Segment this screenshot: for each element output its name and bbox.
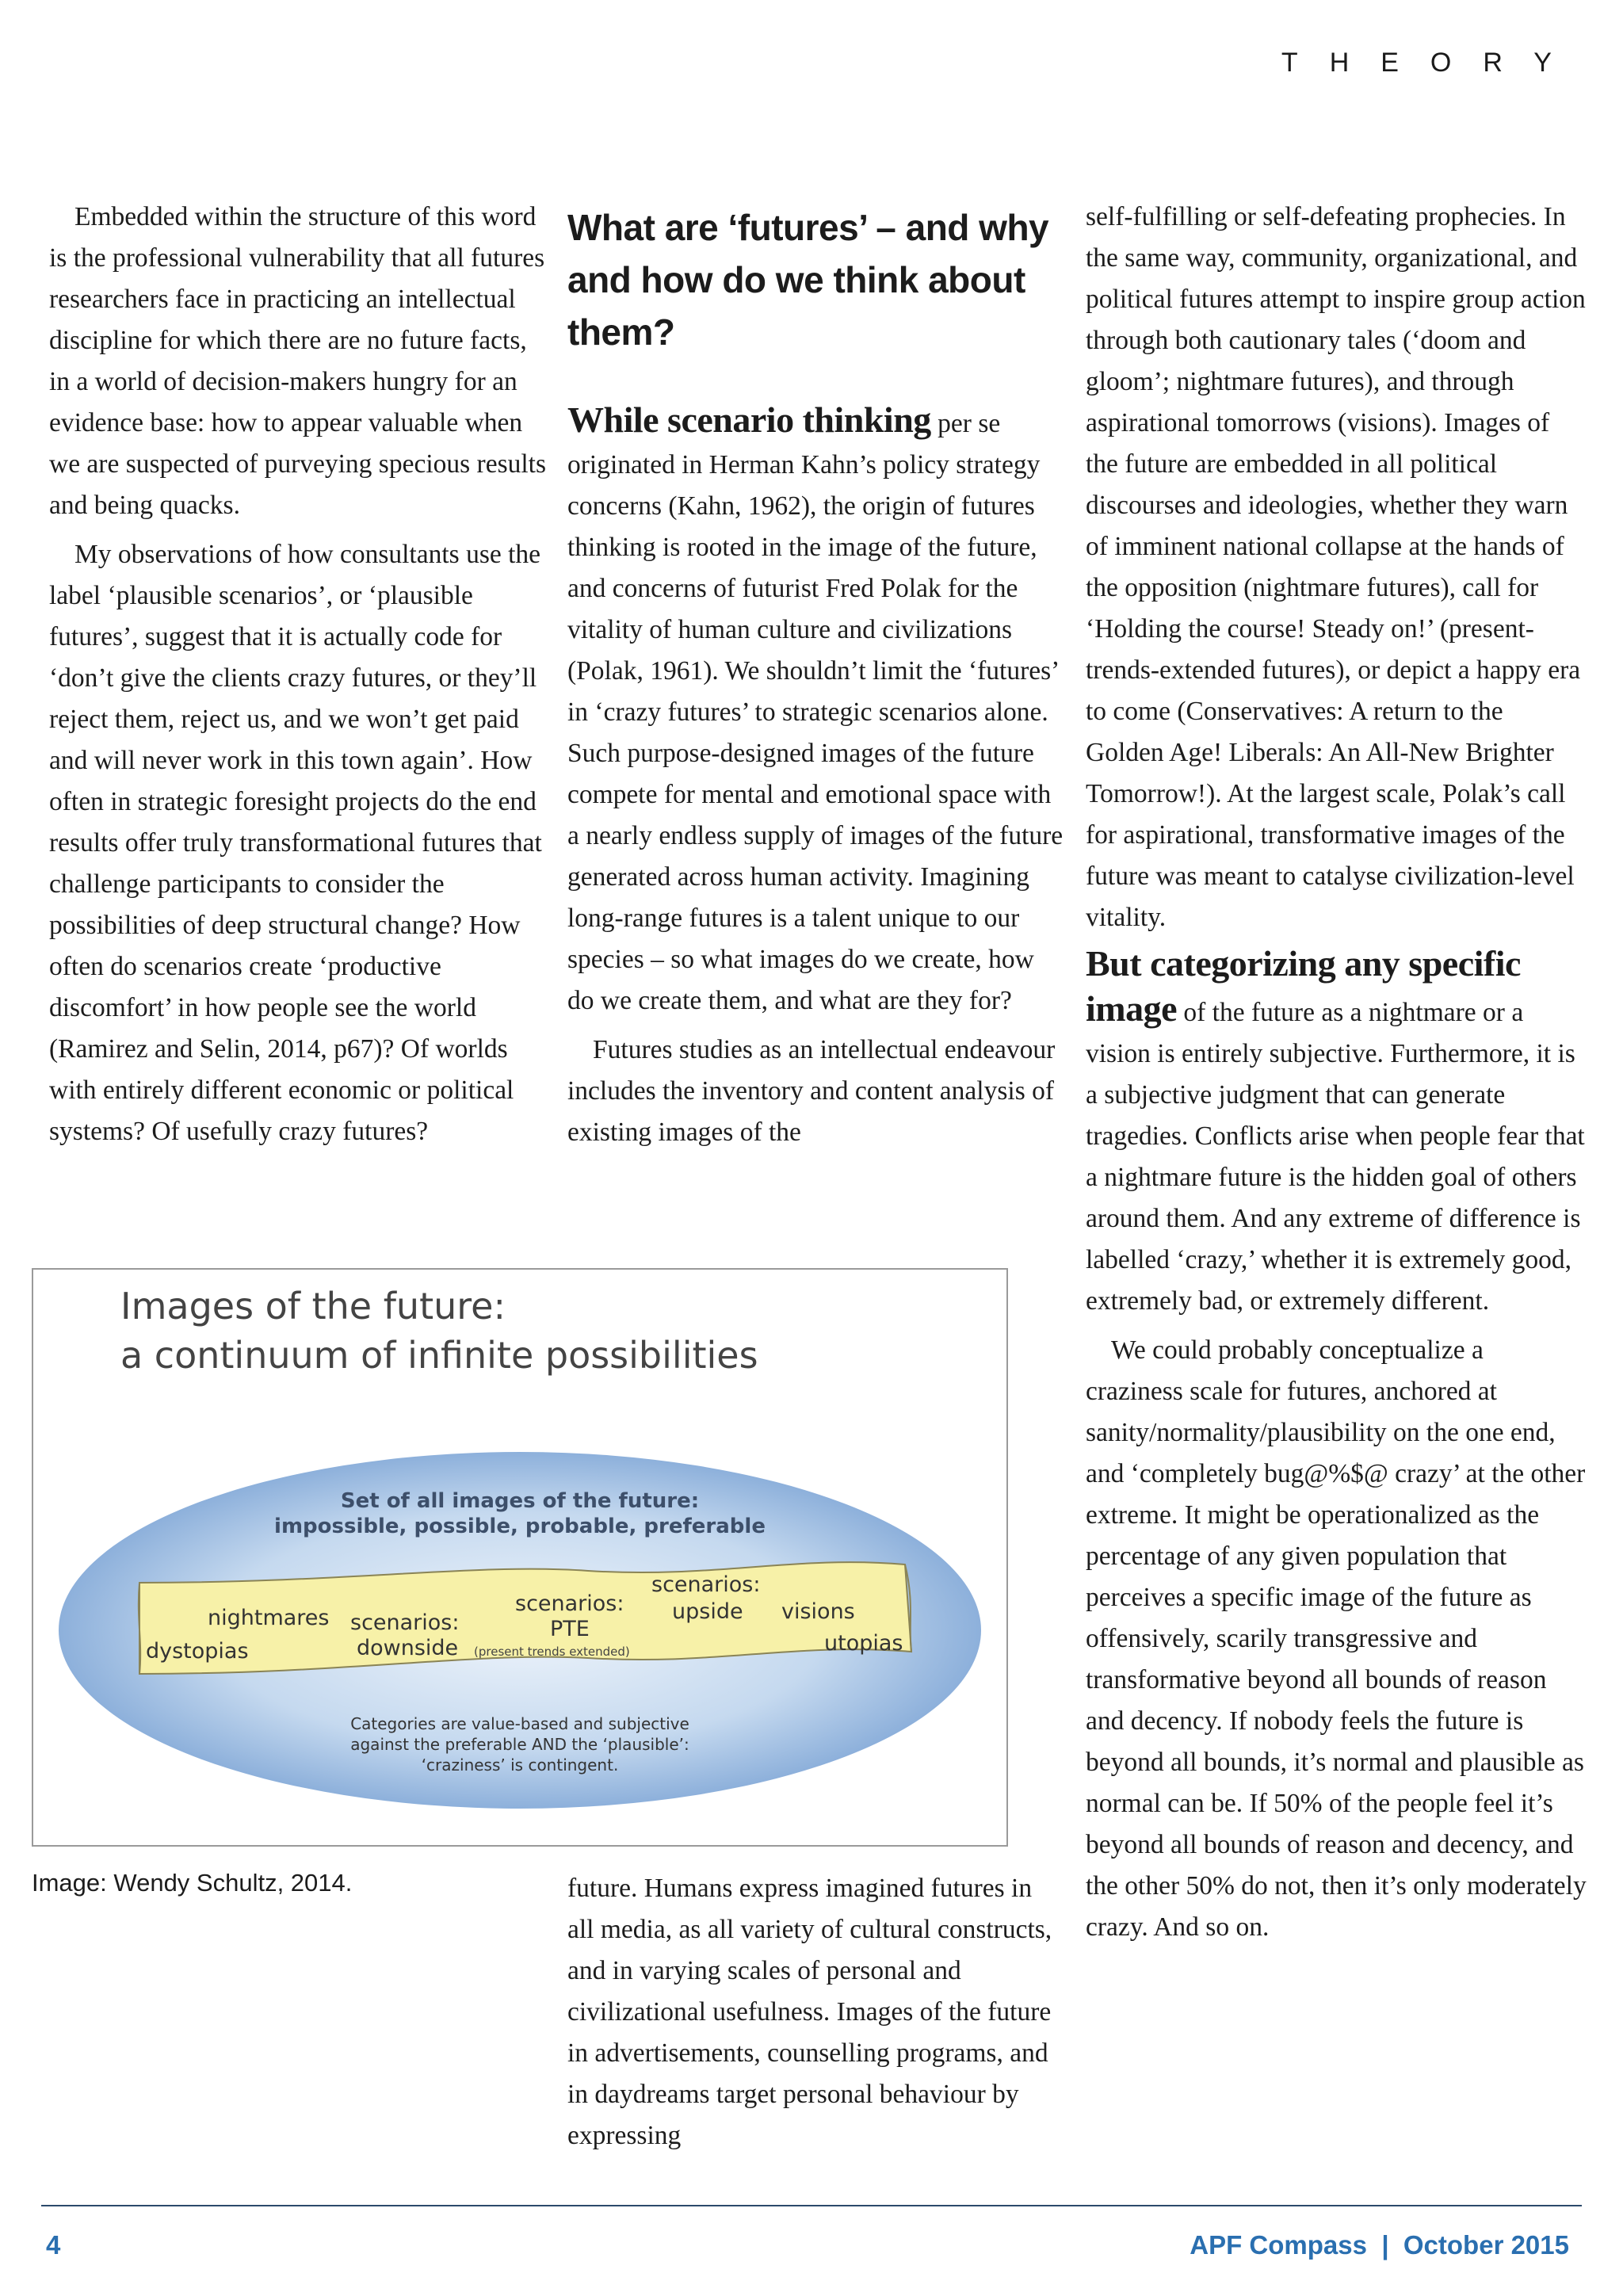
page-number: 4: [46, 2230, 61, 2260]
section-heading: What are ‘futures’ – and why and how do we think about them?: [567, 207, 1049, 353]
column-3: [1086, 197, 1587, 1948]
label-scenarios-downside-2: downside: [357, 1636, 459, 1660]
column-2-top: [567, 201, 1064, 1153]
label-pte-note: (present trends extended): [474, 1645, 630, 1659]
column-1: [49, 197, 548, 1152]
continuum-diagram: [33, 1270, 1006, 1845]
figure-caption: Image: Wendy Schultz, 2014.: [32, 1869, 353, 1897]
figure-title-1: Images of the future:: [120, 1285, 506, 1328]
column-2-bottom: [567, 1868, 1064, 2157]
label-scenarios-upside-2: upside: [672, 1599, 743, 1624]
label-utopias: utopias: [824, 1631, 903, 1656]
label-dystopias: dystopias: [146, 1639, 249, 1664]
paragraph: We could probably conceptualize a craziness scale for futures, anchored at sanity/normality/plausibility on the one end, and ‘completely bug@%$@ crazy’ at the other extreme. It might be operationalized as the percentage of any given population that perceives a specific image of the future as offensively, scarily transgressive and transformative beyond all bounds of reason and decency. If nobody feels the future is beyond all bounds, it’s normal and plausible as normal can be. If 50% of the people feel it’s beyond all bounds of reason and decency, and the other 50% do not, then it’s only moderately crazy. And so on.: [1086, 1335, 1587, 1942]
paragraph: Embedded within the structure of this word is the professional vulnerability that all futures researchers face in practicing an intellectual discipline for which there are no future facts, in a world of decision-makers hungry for an evidence base: how to appear valuable when we are suspected of purveying specious results and being quacks.: [49, 202, 547, 520]
label-scenarios-pte-1: scenarios:: [515, 1591, 624, 1616]
figure-continuum: [32, 1268, 1008, 1847]
paragraph-text: per se originated in Herman Kahn’s policy strategy concerns (Kahn, 1962), the origin of futures thinking is rooted in the image of the future, and concerns of futurist Fred Polak for the vitality of human culture and civilizations (Polak, 1961). We shouldn’t limit the ‘futures’ in ‘crazy futures’ to strategic scenarios alone. Such purpose-designed images of the future compete for mental and emotional space with a nearly endless supply of images of the future generated across human activity. Imagining long-range futures is a talent unique to our species – so what images do we create, how do we create them, and what are they for?: [567, 409, 1064, 1015]
paragraph: self-fulfilling or self-defeating prophecies. In the same way, community, organizational, and political futures attempt to inspire group action through both cautionary tales (‘doom and gloom’; nightmare futures), and through aspirational tomorrows (visions). Images of the future are embedded in all political discourses and ideologies, whether they warn of imminent national collapse at the hands of the opposition (nightmare futures), call for ‘Holding the course! Steady on!’ (present-trends-extended futures), or depict a happy era to come (Conservatives: A return to the Golden Age! Liberals: An All-New Brighter Tomorrow!). At the largest scale, Polak’s call for aspirational, transformative images of the future was meant to catalyse civilization-level vitality.: [1086, 202, 1586, 932]
label-scenarios-downside-1: scenarios:: [350, 1610, 460, 1635]
footer-rule: [41, 2205, 1582, 2206]
lead-in: But categorizing any specific image: [1086, 943, 1521, 1029]
paragraph: [1086, 943, 1587, 1322]
label-scenarios-upside-1: scenarios:: [651, 1572, 761, 1597]
note-line-2: against the preferable AND the ‘plausible’:: [350, 1735, 689, 1754]
section-label: THEORY: [1281, 48, 1583, 78]
paragraph: future. Humans express imagined futures in all media, as all variety of cultural constructs, and in varying scales of personal and civilizational usefulness. Images of the future in advertisements, counselling programs, and in daydreams target personal behaviour by expressing: [567, 1874, 1052, 2150]
paragraph-text: of the future as a nightmare or a vision is entirely subjective. Furthermore, it is a subjective judgment that can generate tragedies. Conflicts arise when people fear that a nightmare future is the hidden goal of others around them. And any extreme of difference is labelled ‘crazy,’ whether it is extremely good, extremely bad, or extremely different.: [1086, 998, 1585, 1316]
set-label-2: impossible, possible, probable, preferable: [274, 1515, 766, 1538]
paragraph: Futures studies as an intellectual endeavour includes the inventory and content analysis of existing images of the: [567, 1035, 1056, 1147]
label-nightmares: nightmares: [208, 1606, 330, 1630]
paragraph: [567, 399, 1064, 1022]
publication-info: APF Compass | October 2015: [1190, 2230, 1569, 2260]
label-visions: visions: [781, 1599, 855, 1624]
note-line-1: Categories are value-based and subjective: [350, 1714, 689, 1733]
paragraph: My observations of how consultants use the label ‘plausible scenarios’, or ‘plausible futures’, suggest that it is actually code for ‘don’t give the clients crazy futures, or they’ll reject them, reject us, and we won’t get paid and will never work in this town again’. How often in strategic foresight projects do the end results offer truly transformational futures that challenge participants to consider the possibilities of deep structural change? How often do scenarios create ‘productive discomfort’ in how people see the world (Ramirez and Selin, 2014, p67)? Of worlds with entirely different economic or political systems? Of usefully crazy futures?: [49, 540, 542, 1146]
figure-title-2: a continuum of infinite possibilities: [120, 1334, 758, 1377]
set-label-1: Set of all images of the future:: [340, 1489, 700, 1513]
lead-in: While scenario thinking: [567, 399, 931, 440]
label-scenarios-pte-2: PTE: [550, 1617, 590, 1641]
note-line-3: ‘craziness’ is contingent.: [421, 1755, 619, 1775]
